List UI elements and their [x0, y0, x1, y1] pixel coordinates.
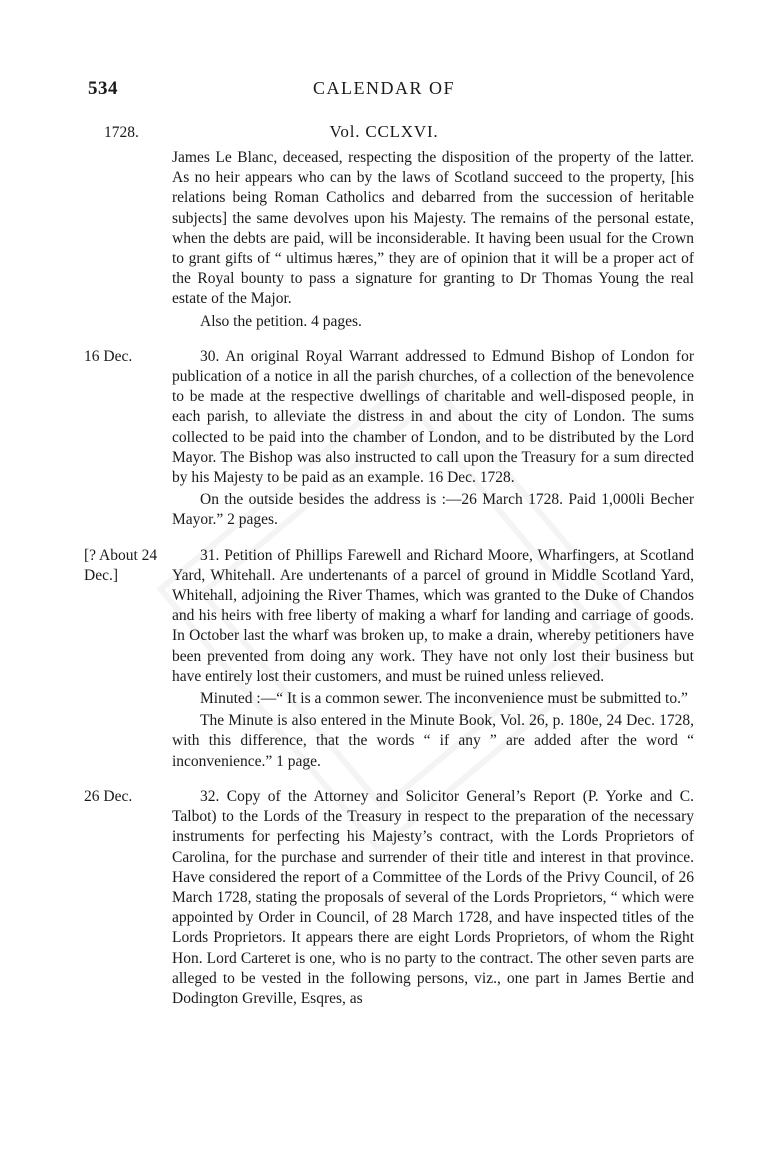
entry-paragraph: James Le Blanc, deceased, respecting the disposition of the property of the latter. As no heir appears who can by the laws of Scotland succeed to the property, [his relations being Roman Catholics and debarred from the succession of heritable subjects] the same devolves upon his Majesty. The remains of the personal estate, when the debts are paid, will be inconsiderable. It having been usual for the Crown to grant gifts of “ ultimus hæres,” they are of opinion that it will be a proper act of the Royal bounty to pass a signature for granting to Dr Thomas Young the real estate of the Major.	[172, 149, 694, 308]
entry-body	[172, 148, 694, 332]
volume-row	[0, 122, 768, 146]
entry-paragraph: 31. Petition of Phillips Farewell and Richard Moore, Wharfingers, at Scotland Yard, Whitehall. Are undertenants of a parcel of ground in Middle Scotland Yard, Whitehall, adjoining the River Thames, which was granted to the Duke of Chandos and his heirs with free liberty of making a wharf for landing and carriage of goods. In October last the wharf was broken up, to make a drain, whereby petitioners have been prevented from doing any work. They have not only lost their business but have entirely lost their customers, and must be ruined unless relieved.	[172, 546, 694, 685]
entry-body	[172, 347, 694, 531]
entry-paragraph: Minuted :—“ It is a common sewer. The inconvenience must be submitted to.”	[200, 690, 688, 708]
calendar-entries	[84, 148, 694, 1024]
entry-body	[172, 546, 694, 772]
entry-date: [? About 24 Dec.]	[84, 546, 158, 584]
entry-continued	[84, 148, 694, 332]
entry-date: 26 Dec.	[84, 787, 133, 805]
entry-paragraph: Also the petition. 4 pages.	[200, 312, 362, 330]
page-header	[0, 78, 768, 108]
entry-32	[84, 787, 694, 1009]
page-number: 534	[88, 78, 118, 99]
entry-date: 16 Dec.	[84, 347, 133, 365]
year-label: 1728.	[104, 124, 139, 141]
running-title: CALENDAR OF	[312, 78, 455, 98]
entry-paragraph: 32. Copy of the Attorney and Solicitor General’s Report (P. Yorke and C. Talbot) to the Lords of the Treasury in respect to the preparation of the necessary instruments for perfecting his Majesty’s contract, with the Lords Proprietors of Carolina, for the purchase and surrender of their title and interest in that province. Have considered the report of a Committee of the Lords of the Privy Council, of 26 March 1728, stating the proposals of several of the Lords Proprietors, “ which were appointed by Order in Council, of 28 March 1728, and have inspected titles of the Lords Proprietors. It appears there are eight Lords Proprietors, of whom the Right Hon. Lord Carteret is one, who is no party to the contract. The other seven parts are alleged to be vested in the following persons, viz., one part in James Bertie and Dodington Greville, Esqres, as	[172, 787, 694, 1007]
entry-paragraph: On the outside besides the address is :—26 March 1728. Paid 1,000li Becher Mayor.” 2 pages.	[172, 491, 694, 529]
entry-body	[172, 787, 694, 1009]
entry-paragraph: The Minute is also entered in the Minute Book, Vol. 26, p. 180e, 24 Dec. 1728, with this difference, that the words “ if any ” are added after the word “ inconvenience.” 1 page.	[172, 712, 694, 770]
volume-heading: Vol. CCLXVI.	[329, 122, 439, 141]
entry-30	[84, 347, 694, 531]
entry-paragraph: 30. An original Royal Warrant addressed to Edmund Bishop of London for publication of a notice in all the parish churches, of a collection of the benevolence to be made at the respective dwellings of charitable and well-disposed people, in each parish, to alleviate the distress in and about the city of London. The sums collected to be paid into the chamber of London, and to be distributed by the Lord Mayor. The Bishop was also instructed to call upon the Treasury for a sum directed by his Majesty to be paid as an example. 16 Dec. 1728.	[172, 347, 694, 487]
entry-31	[84, 546, 694, 772]
